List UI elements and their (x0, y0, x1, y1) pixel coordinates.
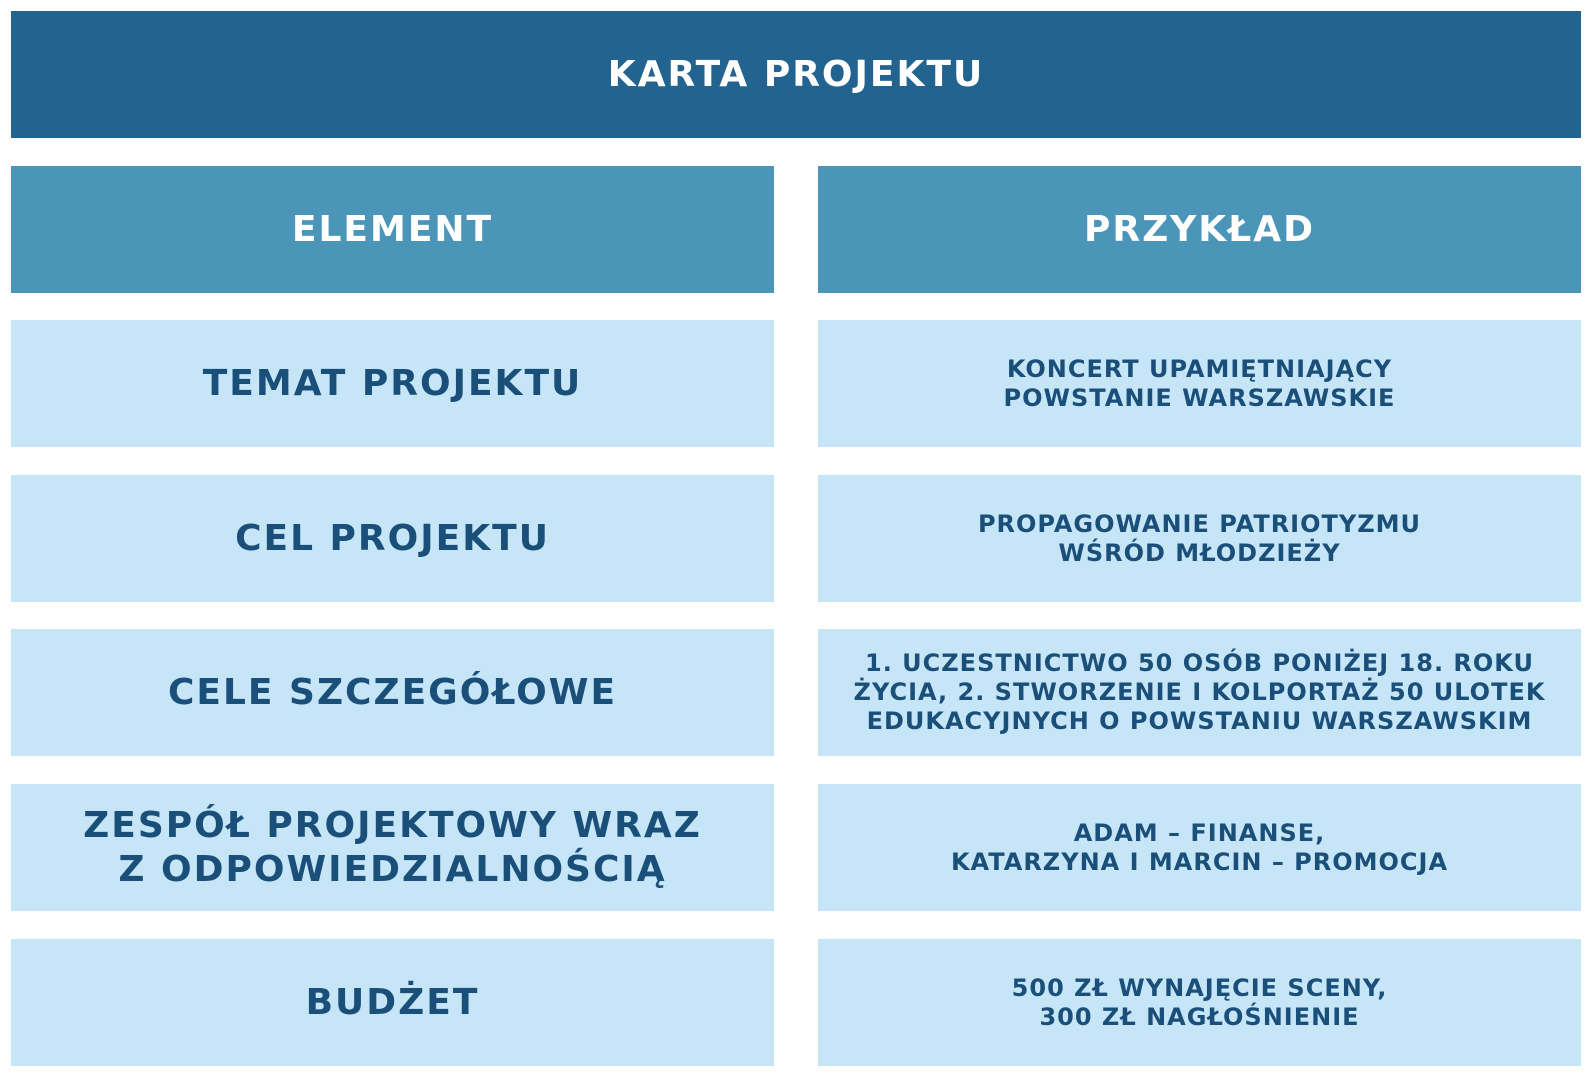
element-cell-topic (11, 320, 774, 447)
element-cell-budget (11, 939, 774, 1066)
header-example-label: PRZYKŁAD (1083, 209, 1316, 250)
title-bar (11, 11, 1581, 138)
example-value: ADAM – FINANSE, KATARZYNA I MARCIN – PROMOCJA (950, 818, 1449, 876)
example-value: 500 ZŁ WYNAJĘCIE SCENY, 300 ZŁ NAGŁOŚNIENIE (1011, 973, 1388, 1031)
header-element-label: ELEMENT (291, 209, 494, 250)
element-label: CELE SZCZEGÓŁOWE (167, 671, 618, 713)
element-label: TEMAT PROJEKTU (202, 362, 583, 404)
example-cell-objectives (818, 629, 1581, 756)
example-value: KONCERT UPAMIĘTNIAJĄCY POWSTANIE WARSZAWSKIE (1003, 354, 1396, 412)
element-label: CEL PROJEKTU (235, 517, 550, 559)
element-cell-team (11, 784, 774, 911)
element-cell-goal (11, 475, 774, 602)
header-example (818, 166, 1581, 293)
example-value: PROPAGOWANIE PATRIOTYZMU WŚRÓD MŁODZIEŻY (977, 509, 1422, 567)
page-title: KARTA PROJEKTU (607, 54, 985, 95)
element-cell-objectives (11, 629, 774, 756)
example-value: 1. UCZESTNICTWO 50 OSÓB PONIŻEJ 18. ROKU ŻYCIA, 2. STWORZENIE I KOLPORTAŻ 50 ULOTEK EDUKACYJNYCH O POWSTANIU WARSZAWSKIM (853, 649, 1546, 735)
example-cell-goal (818, 475, 1581, 602)
example-cell-topic (818, 320, 1581, 447)
element-label: BUDŻET (305, 981, 480, 1023)
element-label: ZESPÓŁ PROJEKTOWY WRAZ Z ODPOWIEDZIALNOŚCIĄ (83, 805, 702, 890)
example-cell-team (818, 784, 1581, 911)
example-cell-budget (818, 939, 1581, 1066)
header-element (11, 166, 774, 293)
